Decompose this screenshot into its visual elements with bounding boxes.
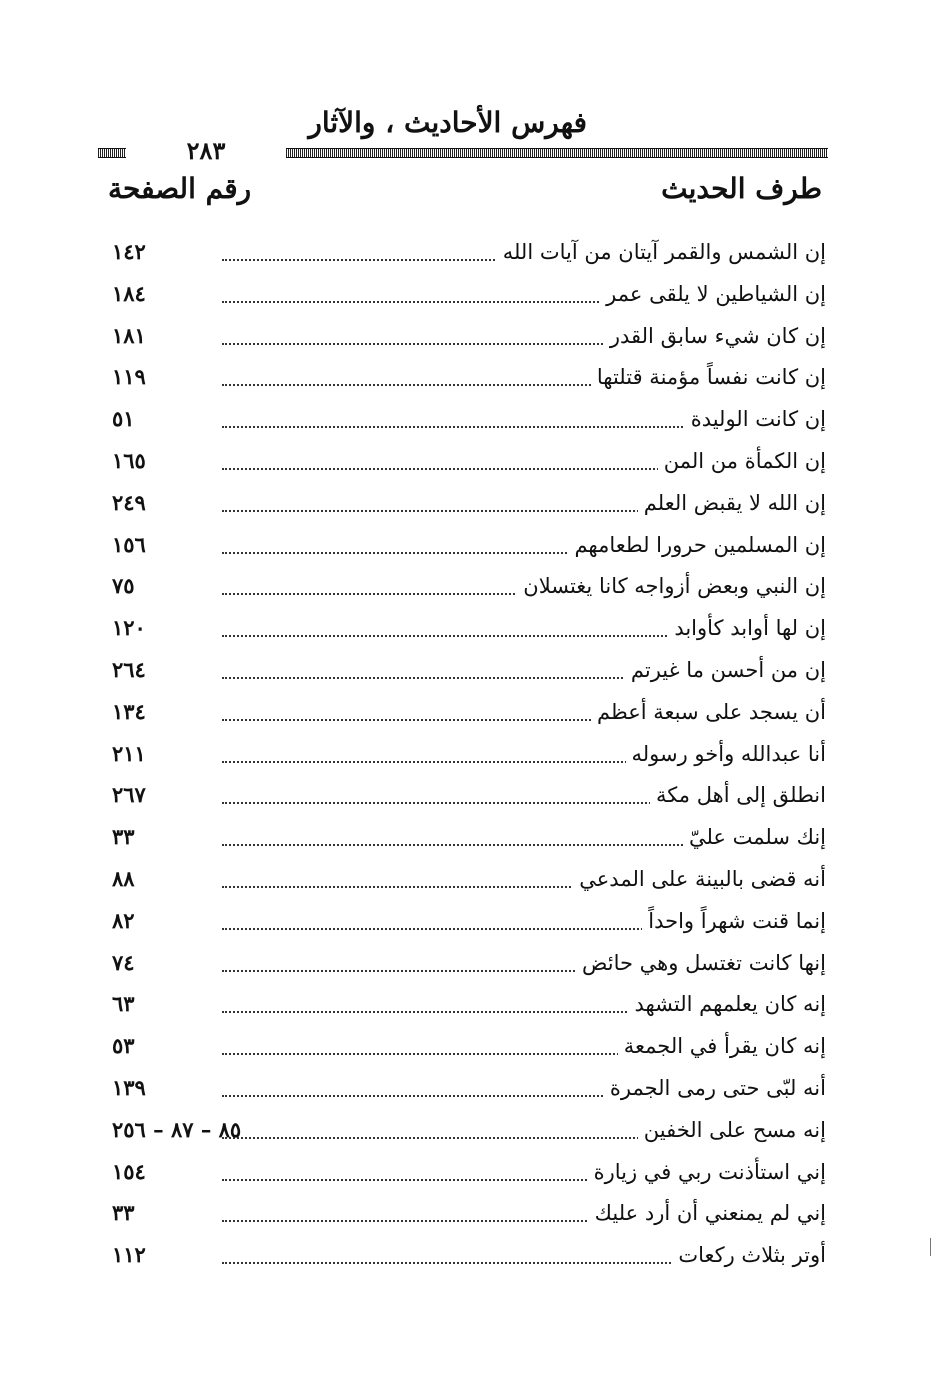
entry-text: إنك سلمت عليّ [683,819,826,855]
header-rule [98,136,828,165]
entry-page: ٥١ [112,406,135,432]
index-entry [0,1028,942,1070]
index-entry [0,276,942,318]
rule-hatch-right [286,148,828,158]
entry-page: ٥٣ [112,1033,135,1059]
entry-text: إن من أحسن ما غيرتم [625,652,826,688]
entry-page: ١١٢ [112,1242,146,1268]
entry-page: ٢٦٧ [112,782,146,808]
page-number: ٢٨٣ [186,136,226,165]
entry-page: ٨٢ [112,907,135,933]
entry-text: انطلق إلى أهل مكة [650,777,826,813]
index-entry [0,1237,942,1279]
entry-page: ١٣٩ [112,1074,146,1100]
entry-page: ١٨٤ [112,280,146,306]
entry-text: إني استأذنت ربي في زيارة [588,1154,826,1190]
entry-page: ٨٨ [112,865,135,891]
entry-text: إن النبي وبعض أزواجه كانا يغتسلان [517,568,826,604]
index-entry [0,1154,942,1196]
entry-page: ٣٣ [112,824,135,850]
entry-text: إن كان شيء سابق القدر [604,318,826,354]
index-entry [0,694,942,736]
entry-page: ٦٣ [112,991,135,1017]
entry-text: إن لها أوابد كأوابد [668,610,826,646]
entry-text: إنه كان يقرأ في الجمعة [618,1028,826,1064]
entry-page: ١٤٢ [112,239,146,264]
entry-page: ١٥٦ [112,531,146,557]
column-heading-page: رقم الصفحة [108,172,252,205]
index-entry [0,485,942,527]
index-entry [0,610,942,652]
index-entry [0,1070,942,1112]
entry-page: ٧٤ [112,949,135,975]
index-entries [0,234,942,1279]
entry-page: ٣٣ [112,1200,135,1226]
index-entry [0,318,942,360]
entry-text: إنما قنت شهراً واحداً [642,903,826,939]
index-entry [0,903,942,945]
index-entry [0,401,942,443]
index-entry [0,945,942,987]
entry-text: إنها كانت تغتسل وهي حائض [576,945,826,981]
index-entry [0,861,942,903]
entry-text: إن المسلمين حرورا لطعامهم [568,527,826,563]
entry-text: أنه لبّى حتى رمى الجمرة [604,1070,826,1106]
index-entry [0,777,942,819]
column-heading-hadith: طرف الحديث [661,172,822,205]
entry-page: ١٦٥ [112,447,146,473]
entry-text: إنه كان يعلمهم التشهد [628,986,826,1022]
rule-hatch-left [98,148,126,158]
entry-text: إن كانت نفساً مؤمنة قتلتها [591,359,826,395]
entry-text: إن الله لا يقبض العلم [638,485,826,521]
entry-text: أنا عبدالله وأخو رسوله [626,736,827,772]
index-entry [0,1112,942,1154]
entry-page: ٢٦٤ [112,656,146,682]
entry-page: ١١٩ [112,364,146,390]
entry-page: ٢٤٩ [112,489,146,515]
index-entry [0,986,942,1028]
entry-text: إن الشمس والقمر آيتان من آيات الله [497,234,826,270]
index-entry [0,234,942,276]
entry-page: ١٣٤ [112,698,146,724]
entry-text: إن الشياطين لا يلقى عمر [600,276,826,312]
entry-page: ١٨١ [112,322,146,348]
entry-page: ١٥٤ [112,1158,146,1184]
running-header-title: فهرس الأحاديث ، والآثار [308,106,587,139]
index-entry [0,568,942,610]
margin-mark [930,1238,931,1256]
entry-page: ٨٥ – ٨٧ – ٢٥٦ [112,1116,242,1142]
entry-text: إنه مسح على الخفين [638,1112,826,1148]
entry-text: إني لم يمنعني أن أرد عليك [589,1195,826,1231]
entry-text: إن كانت الوليدة [685,401,826,437]
index-entry [0,359,942,401]
index-entry [0,1195,942,1237]
entry-text: إن الكمأة من المن [658,443,826,479]
entry-page: ١٢٠ [112,615,146,641]
index-entry [0,652,942,694]
entry-text: أن يسجد على سبعة أعظم [591,694,826,730]
index-entry [0,819,942,861]
index-entry [0,736,942,778]
entry-text: أوتر بثلاث ركعات [672,1237,826,1273]
entry-page: ٧٥ [112,573,135,599]
index-entry [0,527,942,569]
entry-page: ٢١١ [112,740,146,766]
entry-text: أنه قضى بالبينة على المدعي [573,861,826,897]
index-entry [0,443,942,485]
